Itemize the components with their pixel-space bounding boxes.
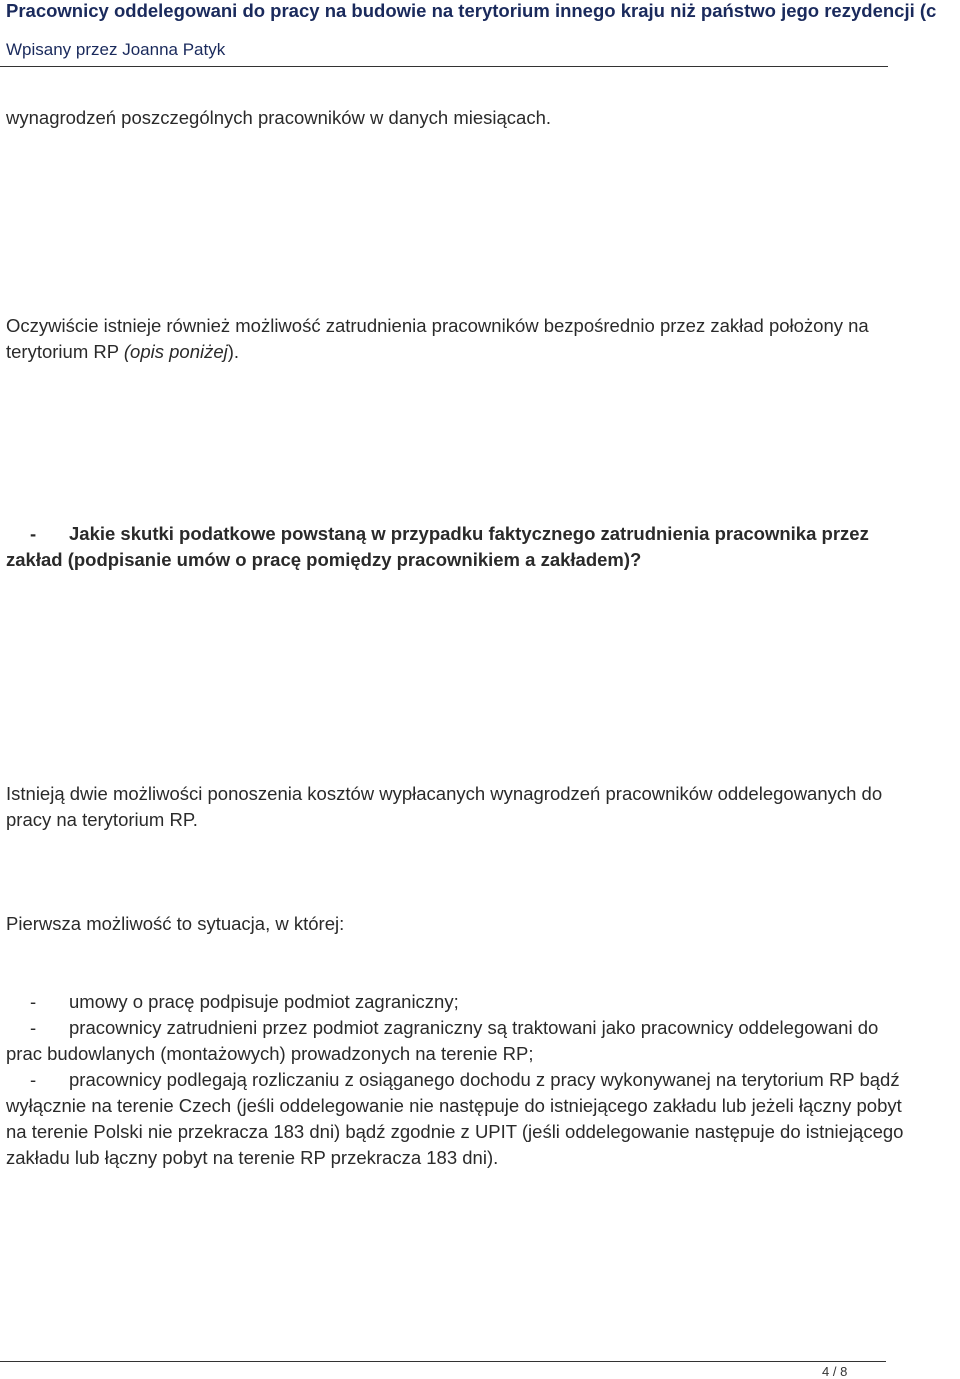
list-item-text: pracownicy podlegają rozliczaniu z osiąganego dochodu z pracy wykonywanej na terytorium RP bądź wyłącznie na terenie Czech (jeśli oddelegowanie nie następuje do istniejącego zakładu lub jeżeli łączny pobyt na terenie Polski nie przekracza 183 dni) bądź zgodnie z UPIT (jeśli oddelegowanie następuje do istniejącego zakładu lub łączny pobyt na terenie RP przekracza 183 dni). <box>6 1069 904 1168</box>
paragraph-direct-employment-end: ). <box>227 341 240 362</box>
list-item-dash: - <box>30 1017 37 1038</box>
document-title: Pracownicy oddelegowani do pracy na budowie na terytorium innego kraju niż państwo jego rezydencji (c <box>6 0 937 21</box>
list-item-dash: - <box>30 991 37 1012</box>
paragraph-first-option: Pierwsza możliwość to sytuacja, w której: <box>6 913 345 934</box>
paragraph-direct-employment-note: (opis poniżej <box>123 341 228 362</box>
page-header <box>0 0 960 70</box>
paragraph-two-options: Istnieją dwie możliwości ponoszenia kosztów wypłacanych wynagrodzeń pracowników oddelegowanych do pracy na terytorium RP. <box>6 783 883 830</box>
list-item-text: pracownicy zatrudnieni przez podmiot zagraniczny są traktowani jako pracownicy oddelegowani do prac budowlanych (montażowych) prowadzonych na terenie RP; <box>6 1017 879 1064</box>
page-number: 4 / 8 <box>822 1364 848 1379</box>
list-item <box>6 989 906 1015</box>
paragraph-direct-employment <box>6 313 906 365</box>
list-item-text: umowy o pracę podpisuje podmiot zagraniczny; <box>69 991 459 1012</box>
header-divider <box>0 66 888 67</box>
paragraph-wages: wynagrodzeń poszczególnych pracowników w danych miesiącach. <box>6 107 552 128</box>
list-item <box>6 1015 906 1067</box>
document-author: Wpisany przez Joanna Patyk <box>6 40 226 59</box>
question-dash: - <box>30 523 37 544</box>
conditions-list <box>6 989 906 1171</box>
footer-divider <box>0 1361 886 1362</box>
list-item <box>6 1067 906 1171</box>
question-text: Jakie skutki podatkowe powstaną w przypadku faktycznego zatrudnienia pracownika przez zakład (podpisanie umów o pracę pomiędzy pracownikiem a zakładem)? <box>6 523 869 570</box>
list-item-dash: - <box>30 1069 37 1090</box>
paragraph-direct-employment-text: Oczywiście istnieje również możliwość zatrudnienia pracowników bezpośrednio przez zakład położony na terytorium RP <box>6 315 869 362</box>
question-heading <box>6 521 906 573</box>
